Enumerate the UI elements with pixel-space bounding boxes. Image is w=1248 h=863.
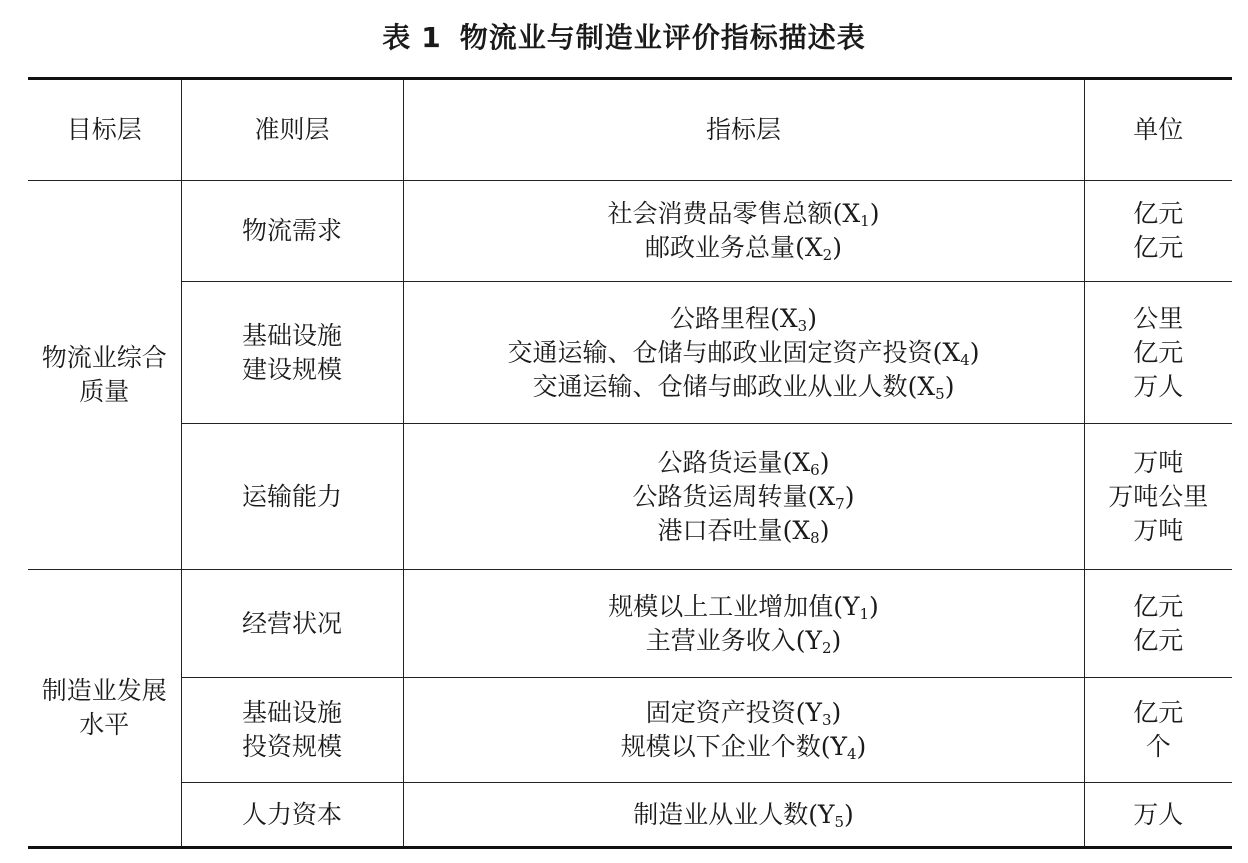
indicator-item: 港口吞吐量$(X_8)$ [657, 515, 830, 547]
indicator-item: 固定资产投资$(Y_3)$ [645, 698, 842, 729]
indicator-cell [403, 783, 1084, 848]
unit-text: 亿元 [1133, 337, 1184, 367]
table-row [28, 282, 1232, 424]
criteria-text: 人力资本 [241, 799, 342, 829]
target-text: 水平 [79, 710, 130, 739]
target-text: 质量 [79, 377, 130, 406]
unit-text: 万人 [1133, 799, 1184, 829]
criteria-text: 基础设施 [241, 698, 342, 727]
table-title-prefix: 表 [382, 21, 412, 54]
indicator-item: 公路里程$(X_3)$ [670, 303, 817, 335]
indicator-item: 交通运输、仓储与邮政业固定资产投资$(X_4)$ [507, 337, 980, 369]
criteria-cell [181, 282, 403, 424]
table-title [0, 18, 1248, 58]
unit-text: 万人 [1133, 371, 1184, 401]
indicator-item: 公路货运周转量$(X_7)$ [632, 481, 855, 513]
criteria-cell [181, 678, 403, 783]
indicator-item: 邮政业务总量$(X_2)$ [645, 233, 842, 264]
indicator-cell [403, 678, 1084, 783]
unit-text: 亿元 [1133, 233, 1184, 262]
criteria-text: 投资规模 [241, 732, 342, 761]
table-row [28, 424, 1232, 570]
criteria-cell [181, 424, 403, 570]
unit-text: 万吨公里 [1108, 481, 1209, 511]
indicator-item: 公路货运量$(X_6)$ [657, 447, 830, 479]
indicator-item: 规模以下企业个数$(Y_4)$ [620, 732, 867, 763]
unit-cell [1084, 424, 1232, 570]
unit-cell [1084, 570, 1232, 678]
indicator-item: 规模以上工业增加值$(Y_1)$ [608, 591, 879, 623]
target-cell [28, 570, 181, 848]
header-unit: 单位 [1084, 79, 1232, 181]
table-header-row [28, 79, 1232, 181]
indicator-cell [403, 570, 1084, 678]
indicator-item: 主营业务收入$(Y_2)$ [645, 625, 842, 657]
unit-cell [1084, 282, 1232, 424]
unit-cell [1084, 181, 1232, 282]
unit-cell [1084, 678, 1232, 783]
indicator-cell [403, 282, 1084, 424]
target-text: 制造业发展 [41, 676, 167, 705]
indicator-table [28, 77, 1232, 849]
criteria-text: 基础设施 [241, 320, 342, 350]
indicator-item: 交通运输、仓储与邮政业从业人数$(X_5)$ [532, 371, 955, 403]
target-cell [28, 181, 181, 570]
table-title-text: 物流业与制造业评价指标描述表 [459, 21, 866, 54]
indicator-cell [403, 424, 1084, 570]
table-row [28, 678, 1232, 783]
criteria-text: 物流需求 [241, 216, 342, 245]
table-title-number: 1 [421, 21, 442, 54]
header-target: 目标层 [28, 79, 181, 181]
unit-cell [1084, 783, 1232, 848]
header-indicator: 指标层 [403, 79, 1084, 181]
unit-text: 亿元 [1133, 698, 1184, 727]
criteria-text: 经营状况 [241, 608, 342, 638]
criteria-text: 建设规模 [241, 354, 342, 384]
criteria-cell [181, 570, 403, 678]
table-row [28, 181, 1232, 282]
unit-text: 万吨 [1133, 515, 1184, 545]
criteria-cell [181, 783, 403, 848]
indicator-cell [403, 181, 1084, 282]
unit-text: 亿元 [1133, 625, 1184, 655]
unit-text: 公里 [1133, 303, 1184, 333]
criteria-text: 运输能力 [241, 481, 342, 511]
indicator-item: 制造业从业人数$(Y_5)$ [633, 799, 854, 831]
target-text: 物流业综合 [41, 343, 167, 372]
table-row [28, 570, 1232, 678]
criteria-cell [181, 181, 403, 282]
table-row [28, 783, 1232, 848]
unit-text: 亿元 [1133, 591, 1184, 621]
header-criteria: 准则层 [181, 79, 403, 181]
unit-text: 亿元 [1133, 199, 1184, 228]
indicator-item: 社会消费品零售总额$(X_1)$ [607, 199, 880, 230]
unit-text: 万吨 [1133, 447, 1184, 477]
unit-text: 个 [1145, 732, 1171, 761]
